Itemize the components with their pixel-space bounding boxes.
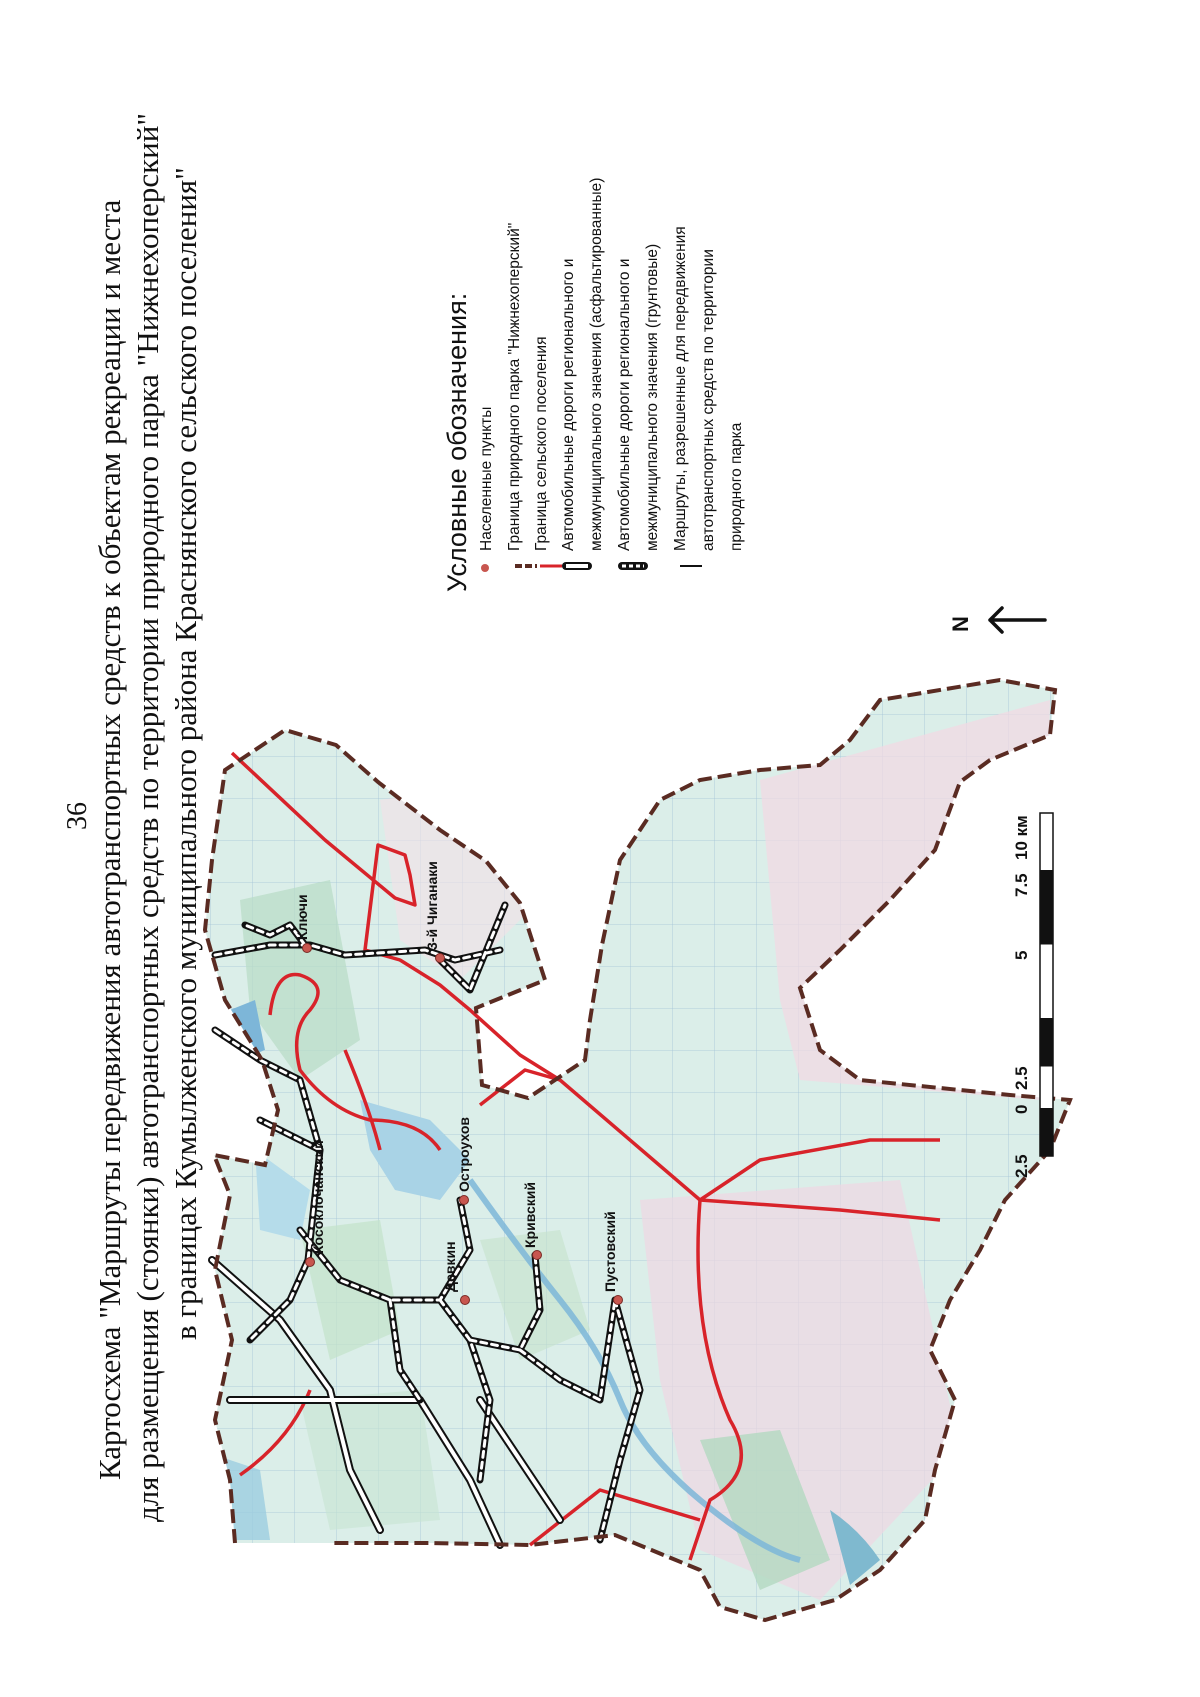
scale-label: 0 <box>1012 1104 1031 1114</box>
legend-item-dirt-roads-2: межмуниципального значения (грунтовые) <box>644 243 661 551</box>
park-territory <box>200 680 1080 1640</box>
legend-item-dirt-roads: Автомобильные дороги регионального и <box>616 258 633 551</box>
title-line-2: для размещения (стоянки) автотранспортных средств по территории природного парка "Нижнехоперский" <box>130 113 165 1522</box>
settlement-dot-ostroukhov <box>460 1196 469 1205</box>
legend-symbol-settlement <box>481 564 489 572</box>
legend-item-park-boundary: Граница природного парка "Нижнехоперский" <box>506 222 523 551</box>
legend-heading: Условные обозначения: <box>442 292 472 592</box>
legend-item-routes: Маршруты, разрешенные для передвижения <box>672 226 689 551</box>
settlement-label-devkin: Девкин <box>442 1241 458 1292</box>
settlement-dot-klyuchi <box>303 944 312 953</box>
legend-item-paved-roads-2: межмуниципального значения (асфальтированные) <box>588 177 605 551</box>
settlement-label-ostroukhov: Остроухов <box>456 1116 472 1192</box>
scale-label: 7.5 <box>1012 873 1031 897</box>
legend-item-routes-3: природного парка <box>728 422 745 551</box>
settlement-dot-pustovsky <box>614 1296 623 1305</box>
scale-bar <box>1040 813 1053 1156</box>
legend-item-settlement-boundary: Граница сельского поселения <box>533 336 550 551</box>
legend-item-settlements: Населенные пункты <box>478 406 495 551</box>
north-arrow-icon <box>990 608 1045 632</box>
legend-item-routes-2: автотранспортных средств по территории <box>700 249 717 551</box>
settlement-label-chiganaki: 3-й Чиганаки <box>424 861 440 950</box>
settlement-label-klyuchi: Ключи <box>294 894 310 940</box>
settlement-label-pustovsky: Пустовский <box>602 1211 618 1292</box>
page-number: 36 <box>62 802 93 830</box>
scale-label: 10 км <box>1012 815 1031 860</box>
settlement-label-krivsky: Кривский <box>522 1182 538 1248</box>
scale-label: 2.5 <box>1012 1154 1031 1178</box>
settlement-dot-chiganaki <box>436 954 445 963</box>
north-label: N <box>948 616 973 632</box>
settlement-dot-devkin <box>461 1296 470 1305</box>
legend-symbols <box>481 564 702 572</box>
settlement-label-kosoklochansky: Косоклочанский <box>310 1140 326 1254</box>
scale-label: 2.5 <box>1012 1066 1031 1090</box>
settlement-dot-krivsky <box>533 1251 542 1260</box>
title-line-3: в границах Кумылженского муниципального района Краснянского сельского поселения" <box>168 167 203 1340</box>
north-arrow <box>990 608 1045 632</box>
legend-item-paved-roads: Автомобильные дороги регионального и <box>560 258 577 551</box>
title-line-1: Картосхема "Маршруты передвижения автотранспортных средств к объектам рекреации и места <box>92 199 127 1480</box>
settlement-dot-kosoklochansky <box>306 1258 315 1267</box>
scale-label: 5 <box>1012 950 1031 960</box>
